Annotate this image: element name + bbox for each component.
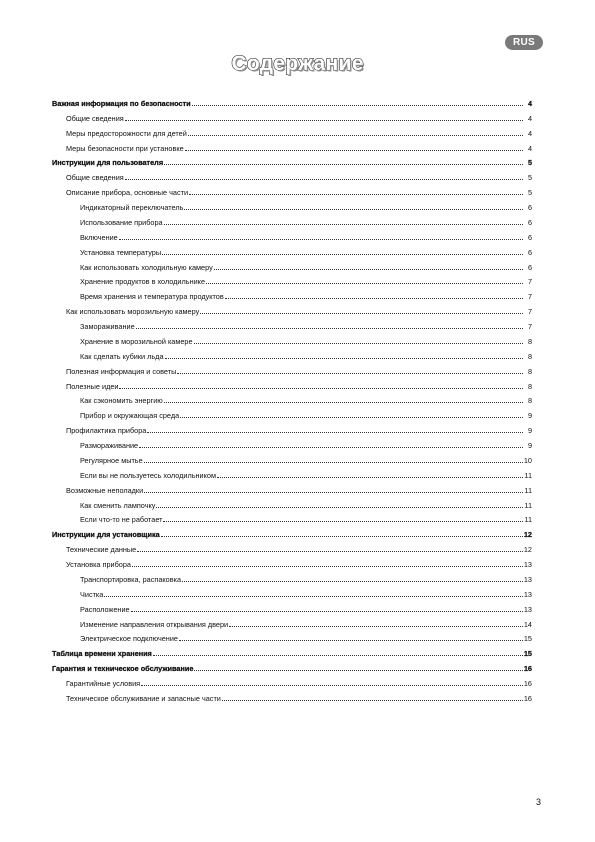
toc-section-heading[interactable] xyxy=(52,643,532,658)
toc-dot-leader xyxy=(177,373,523,374)
toc-entry-page-number: 9 xyxy=(527,441,532,450)
toc-dot-leader xyxy=(192,105,523,106)
toc-entry[interactable] xyxy=(52,361,532,376)
toc-dot-leader xyxy=(200,313,523,314)
toc-dot-leader xyxy=(194,670,522,671)
toc-entry-page-number: 7 xyxy=(527,322,532,331)
toc-dot-leader xyxy=(179,640,523,641)
toc-entry[interactable] xyxy=(52,227,532,242)
toc-entry-title: Таблица времени хранения xyxy=(52,649,152,659)
page-title: Содержание xyxy=(231,52,364,75)
toc-entry[interactable] xyxy=(52,316,532,331)
toc-dot-leader xyxy=(188,135,523,136)
toc-dot-leader xyxy=(137,551,523,552)
toc-dot-leader xyxy=(132,566,523,567)
toc-entry-page-number: 14 xyxy=(523,619,532,629)
toc-entry-page-number: 8 xyxy=(527,366,532,376)
toc-entry[interactable] xyxy=(52,539,532,554)
toc-entry[interactable] xyxy=(52,331,532,346)
toc-entry-page-number: 4 xyxy=(527,113,532,123)
toc-entry-page-number: 6 xyxy=(527,203,532,212)
toc-entry-page-number: 16 xyxy=(523,693,532,703)
toc-entry[interactable] xyxy=(52,197,532,212)
toc-dot-leader xyxy=(119,239,523,240)
toc-entry[interactable] xyxy=(52,242,532,257)
toc-entry[interactable] xyxy=(52,480,532,495)
toc-entry-page-number: 16 xyxy=(523,664,532,674)
toc-entry[interactable] xyxy=(52,599,532,614)
toc-dot-leader xyxy=(161,536,523,537)
toc-dot-leader xyxy=(189,194,523,195)
toc-entry[interactable] xyxy=(52,465,532,480)
toc-entry-page-number: 8 xyxy=(527,351,532,361)
toc-entry[interactable] xyxy=(52,584,532,599)
toc-entry-title: Гарантия и техническое обслуживание xyxy=(52,664,194,674)
toc-dot-leader xyxy=(165,358,523,359)
toc-entry-page-number: 13 xyxy=(523,560,532,569)
toc-entry-page-number: 12 xyxy=(523,530,532,540)
toc-entry-page-number: 11 xyxy=(524,485,532,495)
toc-entry-title: Чистка xyxy=(80,589,104,599)
toc-entry-title: Описание прибора, основные части xyxy=(66,188,189,198)
toc-entry[interactable] xyxy=(52,629,532,644)
toc-dot-leader xyxy=(180,417,523,418)
toc-dot-leader xyxy=(194,343,523,344)
toc-entry-page-number: 7 xyxy=(527,307,532,317)
toc-entry-title: Если что-то не работает xyxy=(80,515,163,525)
toc-entry[interactable] xyxy=(52,257,532,272)
toc-section-heading[interactable] xyxy=(52,524,532,539)
toc-entry[interactable] xyxy=(52,420,532,435)
toc-entry-page-number: 15 xyxy=(523,649,532,659)
toc-entry[interactable] xyxy=(52,435,532,450)
toc-entry[interactable] xyxy=(52,167,532,182)
toc-entry-title: Прибор и окружающая среда xyxy=(80,411,180,421)
toc-dot-leader xyxy=(147,432,523,433)
toc-entry-page-number: 8 xyxy=(527,396,532,406)
toc-entry-title: Электрическое подключение xyxy=(80,634,178,644)
toc-entry-title: Установка температуры xyxy=(80,247,162,257)
toc-entry[interactable] xyxy=(52,346,532,361)
language-badge: RUS xyxy=(505,35,543,50)
toc-entry-page-number: 6 xyxy=(527,262,532,272)
toc-entry-title: Если вы не пользуетесь холодильником xyxy=(80,470,216,480)
toc-entry-title: Включение xyxy=(80,232,118,242)
toc-entry-title: Техническое обслуживание и запасные части xyxy=(66,693,221,703)
toc-entry-page-number: 13 xyxy=(523,574,532,584)
toc-entry-page-number: 5 xyxy=(527,173,532,183)
toc-entry[interactable] xyxy=(52,182,532,197)
toc-entry-page-number: 6 xyxy=(527,217,532,227)
toc-entry-page-number: 12 xyxy=(523,545,532,555)
toc-dot-leader xyxy=(144,492,523,493)
toc-entry[interactable] xyxy=(52,614,532,629)
toc-dot-leader xyxy=(125,120,523,121)
toc-entry-page-number: 7 xyxy=(527,277,532,287)
toc-entry-page-number: 4 xyxy=(527,143,532,153)
toc-entry-page-number: 15 xyxy=(523,634,532,644)
toc-dot-leader xyxy=(225,298,523,299)
toc-entry-page-number: 13 xyxy=(523,589,532,599)
page-number: 3 xyxy=(536,797,542,807)
toc-entry-title: Гарантийные условия xyxy=(66,679,141,688)
toc-section-heading[interactable] xyxy=(52,93,532,108)
toc-entry[interactable] xyxy=(52,569,532,584)
toc-entry-title: Полезные идеи xyxy=(66,381,119,391)
toc-entry[interactable] xyxy=(52,405,532,420)
toc-entry-title: Изменение направления открывания двери xyxy=(80,619,229,629)
toc-entry[interactable] xyxy=(52,495,532,510)
toc-entry-title: Хранение в морозильной камере xyxy=(80,336,193,346)
toc-dot-leader xyxy=(222,700,523,701)
toc-entry-title: Замораживание xyxy=(80,322,135,331)
toc-entry-title: Расположение xyxy=(80,604,130,614)
toc-dot-leader xyxy=(141,685,523,686)
toc-entry[interactable] xyxy=(52,450,532,465)
toc-entry-title: Инструкции для пользователя xyxy=(52,158,164,168)
toc-entry-title: Как использовать холодильную камеру xyxy=(80,262,213,272)
toc-entry-title: Транспортировка, распаковка xyxy=(80,574,182,584)
toc-entry-page-number: 5 xyxy=(527,188,532,198)
toc-entry[interactable] xyxy=(52,272,532,287)
toc-entry-page-number: 8 xyxy=(527,336,532,346)
toc-entry-title: Полезная информация и советы xyxy=(66,366,177,376)
toc-entry-title: Инструкции для установщика xyxy=(52,530,160,540)
toc-entry-title: Возможные неполадки xyxy=(66,485,144,495)
toc-section-heading[interactable] xyxy=(52,153,532,168)
toc-entry-title: Использование прибора xyxy=(80,217,163,227)
toc-entry-page-number: 11 xyxy=(524,470,532,480)
toc-entry-title: Размораживание xyxy=(80,441,139,450)
toc-entry-title: Установка прибора xyxy=(66,560,131,569)
toc-entry-title: Меры безопасности при установке xyxy=(66,143,184,153)
toc-entry[interactable] xyxy=(52,510,532,525)
toc-dot-leader xyxy=(185,150,523,151)
toc-entry[interactable] xyxy=(52,212,532,227)
toc-entry[interactable] xyxy=(52,108,532,123)
toc-dot-leader xyxy=(156,507,523,508)
toc-dot-leader xyxy=(184,209,523,210)
toc-dot-leader xyxy=(229,626,523,627)
toc-entry[interactable] xyxy=(52,138,532,153)
toc-entry-title: Важная информация по безопасности xyxy=(52,98,191,108)
toc-dot-leader xyxy=(125,179,523,180)
toc-dot-leader xyxy=(162,254,523,255)
toc-dot-leader xyxy=(217,477,523,478)
toc-entry-title: Регулярное мытье xyxy=(80,455,143,465)
toc-entry-page-number: 9 xyxy=(527,426,532,436)
toc-dot-leader xyxy=(153,655,523,656)
toc-dot-leader xyxy=(164,164,523,165)
toc-entry-page-number: 7 xyxy=(527,292,532,302)
toc-entry[interactable] xyxy=(52,301,532,316)
toc-entry-page-number: 13 xyxy=(523,604,532,614)
toc-dot-leader xyxy=(206,283,523,284)
toc-entry-title: Профилактика прибора xyxy=(66,426,147,436)
toc-entry[interactable] xyxy=(52,123,532,138)
toc-entry-page-number: 11 xyxy=(524,500,532,510)
toc-entry-title: Как сделать кубики льда xyxy=(80,351,164,361)
toc-entry[interactable] xyxy=(52,376,532,391)
toc-entry-title: Как сменить лампочку xyxy=(80,500,156,510)
toc-dot-leader xyxy=(144,462,523,463)
toc-entry-page-number: 6 xyxy=(527,247,532,257)
toc-dot-leader xyxy=(131,611,523,612)
toc-dot-leader xyxy=(164,402,523,403)
toc-entry-title: Время хранения и температура продуктов xyxy=(80,292,224,302)
toc-entry-title: Как сэкономить энергию xyxy=(80,396,163,406)
toc-entry-title: Как использовать морозильную камеру xyxy=(66,307,200,317)
toc-dot-leader xyxy=(139,447,523,448)
table-of-contents xyxy=(52,93,532,703)
toc-entry[interactable] xyxy=(52,688,532,703)
toc-entry[interactable] xyxy=(52,673,532,688)
toc-entry-page-number: 4 xyxy=(527,98,532,108)
toc-dot-leader xyxy=(163,521,523,522)
toc-entry-page-number: 11 xyxy=(524,515,532,525)
toc-entry-title: Меры предосторожности для детей xyxy=(66,128,187,138)
toc-dot-leader xyxy=(119,388,523,389)
toc-entry-page-number: 6 xyxy=(527,232,532,242)
toc-dot-leader xyxy=(164,224,523,225)
toc-dot-leader xyxy=(104,596,523,597)
toc-entry-page-number: 16 xyxy=(523,679,532,688)
toc-entry-page-number: 9 xyxy=(527,411,532,421)
toc-entry-page-number: 8 xyxy=(527,381,532,391)
toc-entry-title: Общие сведения xyxy=(66,113,124,123)
toc-dot-leader xyxy=(214,269,523,270)
toc-entry-page-number: 4 xyxy=(527,128,532,138)
toc-entry-title: Общие сведения xyxy=(66,173,124,183)
toc-entry-page-number: 5 xyxy=(527,158,532,168)
toc-dot-leader xyxy=(136,328,523,329)
toc-entry-title: Индикаторный переключатель xyxy=(80,203,184,212)
toc-entry[interactable] xyxy=(52,391,532,406)
toc-entry[interactable] xyxy=(52,286,532,301)
toc-entry-title: Хранение продуктов в холодильнике xyxy=(80,277,206,287)
toc-entry[interactable] xyxy=(52,554,532,569)
toc-entry-page-number: 10 xyxy=(523,455,532,465)
toc-entry-title: Технические данные xyxy=(66,545,137,555)
toc-section-heading[interactable] xyxy=(52,658,532,673)
toc-dot-leader xyxy=(182,581,523,582)
